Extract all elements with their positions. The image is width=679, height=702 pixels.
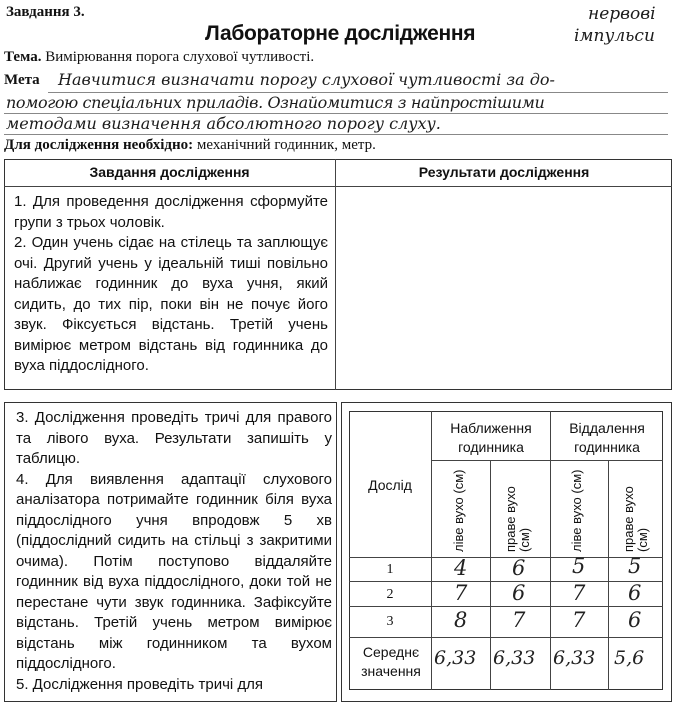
value-r2-c3: 7 xyxy=(572,581,586,605)
step-5: 5. Дослідження проведіть тричі для xyxy=(16,675,264,693)
avg-c4: 5,6 xyxy=(614,647,645,669)
value-r1-c3: 5 xyxy=(572,554,586,578)
sub-left-2: ліве вухо (см) xyxy=(569,469,584,552)
corner-note-2: імпульси xyxy=(574,26,655,46)
avg-c1: 6,33 xyxy=(434,647,477,669)
value-r2-c1: 7 xyxy=(454,581,468,605)
tema-text: Вимірювання порога слухової чутливості. xyxy=(45,49,315,65)
tema-line xyxy=(4,49,314,66)
value-r3-c3: 7 xyxy=(572,608,586,632)
tema-label: Тема. xyxy=(4,49,42,65)
meta-label: Мета xyxy=(4,72,40,88)
task-step-1: 1. Для проведення дослідження сформуйте групи з трьох чоловік. xyxy=(14,193,328,231)
value-r1-c2: 6 xyxy=(512,556,526,580)
sub-right-1: праве вухо (см) xyxy=(503,486,532,552)
value-r3-c2: 7 xyxy=(512,608,526,632)
sub-right-2: праве вухо (см) xyxy=(621,486,650,552)
equipment-line xyxy=(4,137,376,154)
value-r3-c1: 8 xyxy=(454,608,468,632)
value-r1-c4: 5 xyxy=(628,554,642,578)
task-label: Завдання 3. xyxy=(6,4,85,20)
meta-handwritten-3: методами визначення абсолютного порогу слуху. xyxy=(6,114,441,133)
avg-c3: 6,33 xyxy=(553,647,596,669)
table1-tasks-cell xyxy=(14,192,328,377)
value-r2-c4: 6 xyxy=(628,581,642,605)
value-r1-c1: 4 xyxy=(454,556,468,580)
row-label-1: 1 xyxy=(386,562,394,577)
step-3: 3. Дослідження проведіть тричі для правого та лівого вуха. Результати запишіть у таблицю. xyxy=(16,409,332,467)
table1-header-tasks: Завдання дослідження xyxy=(89,164,250,180)
meta-handwritten-1: Навчитися визначати порогу слухової чутливості за до- xyxy=(58,70,555,89)
steps-text xyxy=(16,408,332,695)
value-r3-c4: 6 xyxy=(628,608,642,632)
avg-label: Середнє значення xyxy=(361,644,421,679)
corner-note-1: нервові xyxy=(588,4,656,24)
row-label-2: 2 xyxy=(386,587,394,602)
meta-handwritten-2: помогою спеціальних приладів. Ознайомитися з найпростішими xyxy=(6,93,545,112)
value-r2-c2: 6 xyxy=(512,581,526,605)
page-title: Лабораторне дослідження xyxy=(205,22,476,45)
step-4: 4. Для виявлення адаптації слухового аналізатора потримайте годинник біля вуха піддослідного учня впродовж 5 хв (піддослідний сидить на стільці з закритими очима). Потім поступово віддаляйте годинник від вуха піддослідного, доки той не перестане чути звук годинника. Зафіксуйте відстань. Третій учень метром вимірює відстань між годинником та вухом піддослідного. xyxy=(16,470,332,672)
row-label-3: 3 xyxy=(386,614,394,629)
equipment-text: механічний годинник, метр. xyxy=(196,137,376,153)
header-remove: Віддалення годинника xyxy=(569,420,645,455)
avg-c2: 6,33 xyxy=(493,647,536,669)
header-trial: Дослід xyxy=(368,477,412,493)
table1-header-results: Результати дослідження xyxy=(418,164,590,180)
header-approach: Наближення годинника xyxy=(450,420,532,455)
equipment-label: Для дослідження необхідно: xyxy=(4,137,194,153)
sub-left-1: ліве вухо (см) xyxy=(451,469,466,552)
task-step-2: 2. Один учень сідає на стілець та заплющує очі. Другий учень у ідеальній тиші повільно наближає годинник до вуха учня, який сидить, до тих пір, поки він не почує його звук. Фіксується відстань. Третій учень вимірює метром відстань від годинника до вуха піддослідного. xyxy=(14,234,328,374)
